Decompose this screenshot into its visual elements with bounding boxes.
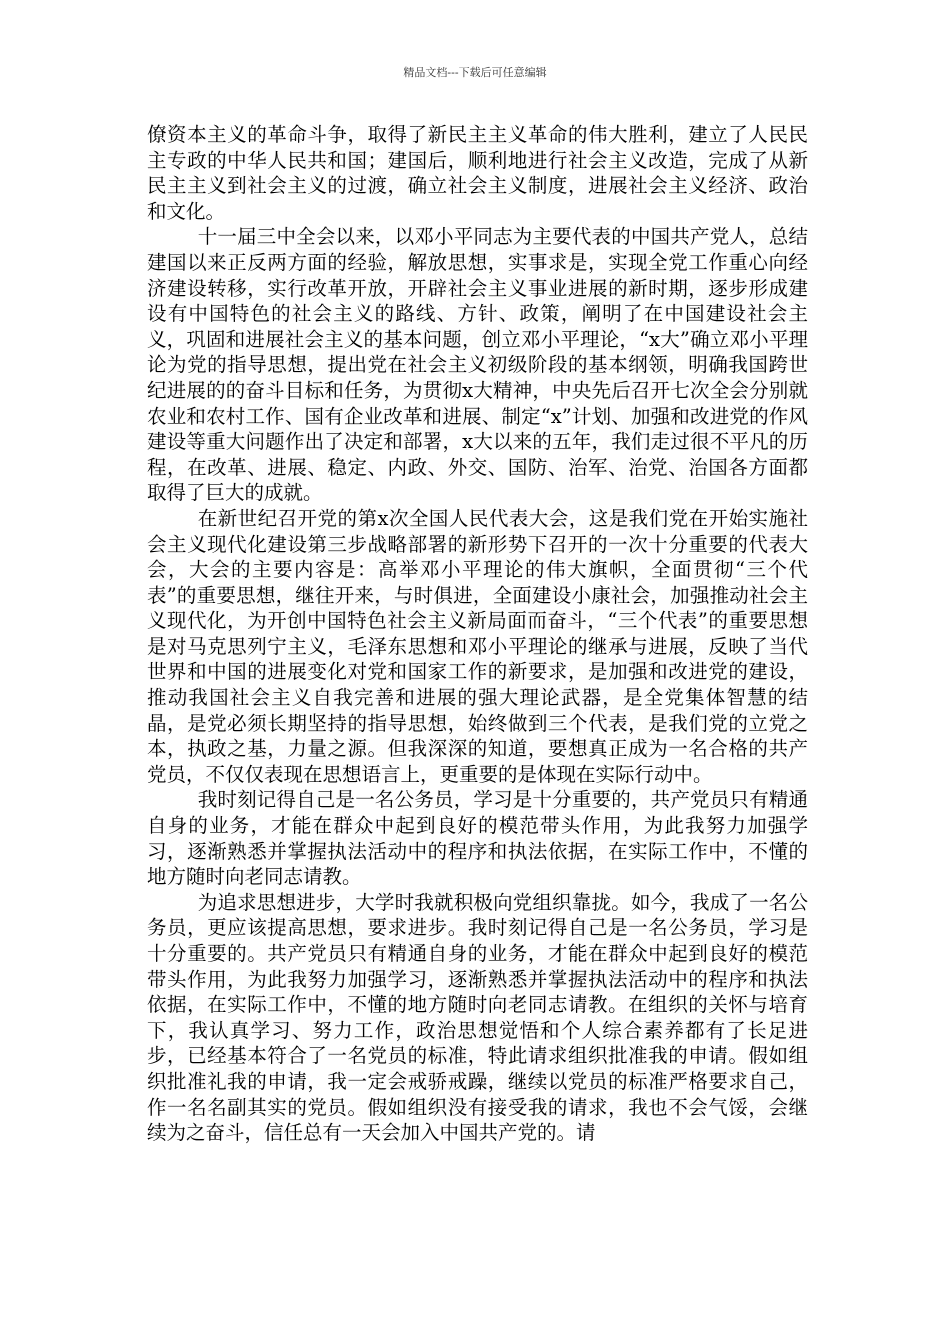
paragraph-5: 为追求思想进步，大学时我就积极向党组织靠拢。如今，我成了一名公务员，更应该提高思想，要求进步。我时刻记得自己是一名公务员，学习是十分重要的。共产党员只有精通自身的业务，才能在群众中起到良好的模范带头作用，为此我努力加强学习，逐渐熟悉并掌握执法活动中的程序和执法依据，在实际工作中，不懂的地方随时向老同志请教。在组织的关怀与培育下，我认真学习、努力工作，政治思想觉悟和个人综合素养都有了长足进步，已经基本符合了一名党员的标准，特此请求组织批准我的申请。假如组织批准礼我的申请，我一定会戒骄戒躁，继续以党员的标准严格要求自己，作一名名副其实的党员。假如组织没有接受我的请求，我也不会气馁，会继续为之奋斗，信任总有一天会加入中国共产党的。请 — [147, 890, 808, 1145]
paragraph-3: 在新世纪召开党的第x次全国人民代表大会，这是我们党在开始实施社会主义现代化建设第三步战略部署的新形势下召开的一次十分重要的代表大会，大会的主要内容是：高举邓小平理论的伟大旗帜，全面贯彻“三个代表”的重要思想，继往开来，与时俱进，全面建设小康社会，加强推动社会主义现代化，为开创中国特色社会主义新局面而奋斗，“三个代表”的重要思想是对马克思列宁主义，毛泽东思想和邓小平理论的继承与进展，反映了当代世界和中国的进展变化对党和国家工作的新要求，是加强和改进党的建设，推动我国社会主义自我完善和进展的强大理论武器，是全党集体智慧的结晶，是党必须长期坚持的指导思想，始终做到三个代表，是我们党的立党之本，执政之基，力量之源。但我深深的知道，要想真正成为一名合格的共产党员，不仅仅表现在思想语言上，更重要的是体现在实际行动中。 — [147, 506, 808, 786]
paragraph-4: 我时刻记得自己是一名公务员，学习是十分重要的，共产党员只有精通自身的业务，才能在群众中起到良好的模范带头作用，为此我努力加强学习，逐渐熟悉并掌握执法活动中的程序和执法依据，在实际工作中，不懂的地方随时向老同志请教。 — [147, 788, 808, 889]
document-body — [147, 122, 808, 1146]
paragraph-2: 十一届三中全会以来，以邓小平同志为主要代表的中国共产党人，总结建国以来正反两方面的经验，解放思想，实事求是，实现全党工作重心向经济建设转移，实行改革开放，开辟社会主义事业进展的新时期，逐步形成建设有中国特色的社会主义的路线、方针、政策，阐明了在中国建设社会主义，巩固和进展社会主义的基本问题，创立邓小平理论，“x大”确立邓小平理论为党的指导思想，提出党在社会主义初级阶段的基本纲领，明确我国跨世纪进展的的奋斗目标和任务，为贯彻x大精神，中央先后召开七次全会分别就农业和农村工作、国有企业改革和进展、制定“x”计划、加强和改进党的作风建设等重大问题作出了决定和部署，x大以来的五年，我们走过很不平凡的历程，在改革、进展、稳定、内政、外交、国防、治军、治党、治国各方面都取得了巨大的成就。 — [147, 225, 808, 505]
page-header: 精品文档---下载后可任意编辑 — [403, 66, 547, 79]
paragraph-1: 僚资本主义的革命斗争，取得了新民主主义革命的伟大胜利，建立了人民民主专政的中华人民共和国；建国后，顺利地进行社会主义改造，完成了从新民主主义到社会主义的过渡，确立社会主义制度，进展社会主义经济、政治和文化。 — [147, 123, 808, 223]
